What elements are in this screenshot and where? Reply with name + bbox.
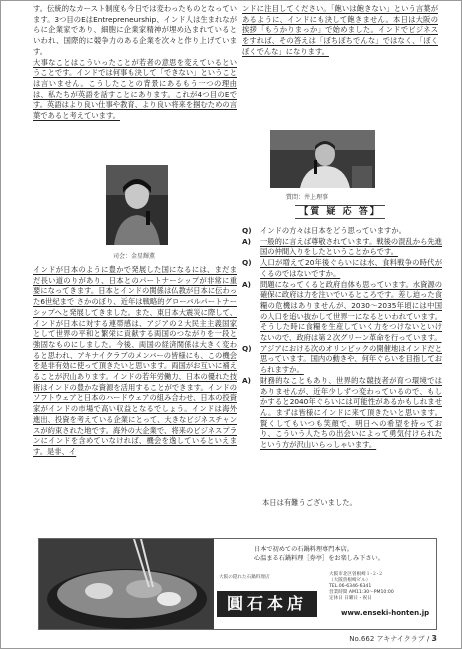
- qa-list: [242, 226, 442, 451]
- ad-food-photo: [39, 539, 214, 629]
- qa-mark: Q): [242, 343, 252, 353]
- qa-text: 問題になってくると政府自体も思っています。水資源の確保に政府は力を注いでいるところです。差し迫った食糧の危機はありませんが、2030～2035年頃には中国の人口を追い抜かして世界一になるといわれています。そうした時に食糧を生産していく力をつけないといけないので、政府は第２次グリーン革命を行っています。: [260, 279, 442, 343]
- qa-mark: A): [242, 236, 251, 246]
- left-column-bottom: [33, 265, 237, 458]
- restaurant-logo: 圓石本店: [217, 591, 317, 617]
- paragraph: ンドに注目してください。「飽いは飽きない」という言葉があるように、インドにも決して飽きません。本日は大阪の挨拶「もうかりまっか」で始めました。インドでビジネスをすれば、その答えは「ぼちぼちでんな」ではなく、「ぼくぼくでんな」になります。: [242, 4, 438, 56]
- page-footer: No.662 アキナイクラブ / 3: [349, 634, 437, 643]
- qa-mark: Q): [242, 226, 252, 235]
- magazine-name: アキナイクラブ: [376, 635, 425, 643]
- qa-text: 一般的に言えば尊敬されています。戦後の混乱から先進国の仲間入りをしたということからです。: [260, 236, 442, 257]
- qa-text: アジアにおける次のオリンピックの開催地はインドだと思っています。国内の動きや、何年ぐらいを目指しておられますか。: [260, 343, 442, 375]
- questioner-photo-caption: 質問：井上理事: [286, 194, 329, 201]
- qa-item: [242, 258, 442, 279]
- qa-mark: Q): [242, 258, 252, 268]
- ad-tagline: 日本で初めての石鍋料理専門本店。 心温まる石鍋料理［券亭］をお楽しみ下さい。: [254, 546, 384, 562]
- qa-mark: A): [242, 279, 251, 289]
- hotpot-image: [39, 539, 214, 629]
- ad-website-link[interactable]: www.enseki-honten.jp: [341, 609, 430, 617]
- issue-number: No.662: [349, 635, 375, 643]
- advertisement: [38, 538, 437, 630]
- qa-section-heading: 【質 疑 応 答】: [242, 204, 438, 217]
- moderator-photo-caption: 司会：金星輝薫: [113, 253, 156, 260]
- qa-text: 人口が増えて20年後ぐらいには水、食料戦争の時代がくるのではないですか。: [260, 258, 442, 278]
- qa-text: インドの方々は日本をどう思っていますか。: [260, 226, 406, 235]
- ad-contact-info: 大阪市北区曽根崎１-２-２ （大阪曽根崎ビル） TEL.06-6346-6341 営業時間 AM11:30～PM10:00 定休日 日曜日・祝日: [329, 572, 394, 601]
- qa-item: [242, 237, 442, 258]
- qa-item: [242, 280, 442, 344]
- paragraph: インドが日本のように豊かで発展した国になるには、まだまだ長い道のりがあり、日本とのパートナーシップが非常に重要になってきます。日本とインドの関係は仏教が日本に伝わった6世紀まで さかのぼり、近年は戦略的グローバルパートナーシップへと発展してきました。また、東日本大震災に際して、インドが日本に対する連帯感は、アジアの２大民主主義国家として世界の平和と繁栄に貢献する両国のつながりを一段と強固なものにしました。今後、両国の経済関係は大きく変わると思われ、アキナイクラブのメンバーの皆様にも、この機会を是非有効に使って頂きたいと思います。両国がお互いに補えることが沢山あります。インドの若年労働力、日本の優れた技術はインドの豊かな資源を活用することができます。インドのソフトウェアと日本のハードウェアの組み合わせ、日本の投資家がインドの市場で高い収益となるでしょう。インドは海外進出、投資を考えている企業にとって、大きなビジネスチャンスが約束された地です。海外の大企業で、将来のビジネスプランにインドを含めていなければ、機会を逸しているといえます。是非、イ: [33, 265, 237, 456]
- page-number: 3: [431, 634, 437, 643]
- paragraph: 大事なことはこういったことが若者の意思を変えているということです。インドでは何事も決して「できない」ということは言いません。こうしたことの背景にあるもう一つの理由は、私たちが英語を話すことにあります。これが4つ目のEです。英語はより良い仕事や教育、より良い将来を掴むための言葉であると考えています。: [33, 57, 237, 121]
- moderator-photo: [106, 165, 168, 245]
- left-column-top: [33, 4, 237, 122]
- qa-item: [242, 376, 442, 451]
- moderator-photo-image: [106, 165, 168, 245]
- questioner-photo: [270, 130, 375, 188]
- qa-item: [242, 344, 442, 376]
- qa-mark: A): [242, 375, 251, 385]
- right-column-top: [242, 4, 438, 58]
- paragraph: す。伝統的なカースト制度も今日では変わったものとなっています。3つ目のEはEntrepreneurship、インド人は生まれながらに企業家であり、細胞に企業家精神が埋め込まれているといわれ、国際的に競争力のある企業を次々と作り上げています。: [33, 4, 237, 56]
- ad-small-text: 大阪の隠れた石鍋料理店: [219, 575, 270, 580]
- qa-item: [242, 226, 442, 237]
- questioner-photo-image: [270, 130, 375, 188]
- qa-text: 財務的なこともあり、世界的な競技者が育つ環境ではありませんが、近年少しずつ変わっているので、もしかすると2040年ぐらいには可能性があるかもしれません。まずは皆様にインドに来て頂きたいと思います。賢くしてもいつも笑顔で、明日への希望を持っており、こういう人たちの出会いによって勇気付けられたという方が沢山いらっしゃいます。: [260, 375, 442, 450]
- closing-remark: 本日は有難うございました。: [262, 498, 357, 507]
